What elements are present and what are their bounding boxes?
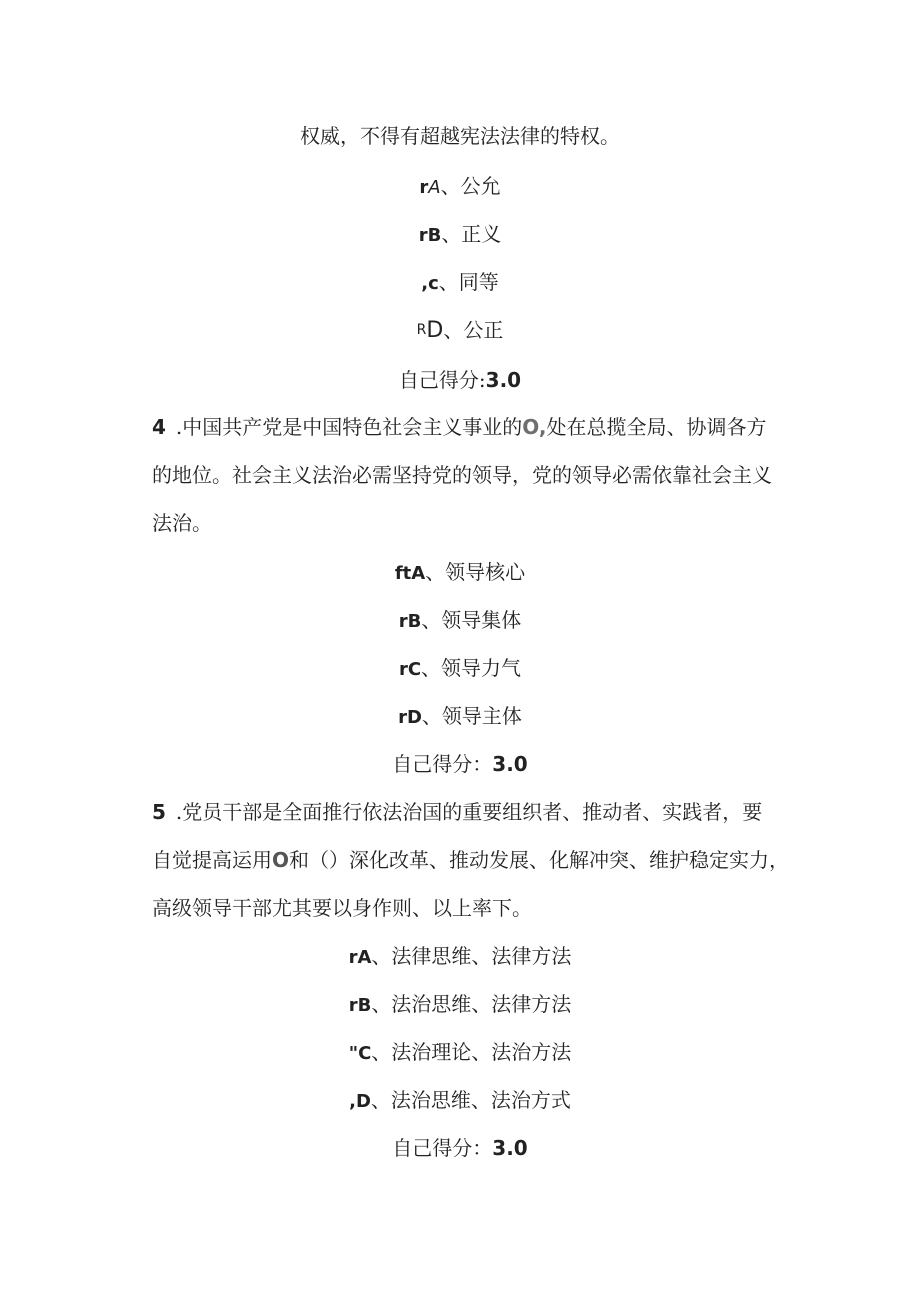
q4-option-c[interactable] bbox=[0, 654, 920, 684]
q3-option-d[interactable] bbox=[0, 316, 920, 345]
question-text: .党员干部是全面推行依法治国的重要组织者、推动者、实践者，要 bbox=[175, 800, 763, 824]
score-value: 3.0 bbox=[492, 752, 528, 776]
q4-option-a[interactable] bbox=[0, 558, 920, 588]
question-5-line-2 bbox=[152, 846, 792, 874]
question-text: 和（）深化改革、推动发展、化解冲突、维护稳定实力， bbox=[289, 848, 790, 872]
option-letter: B bbox=[357, 995, 372, 1016]
option-letter: B bbox=[407, 611, 422, 632]
option-marker: , bbox=[349, 1091, 356, 1112]
option-marker: R bbox=[416, 322, 427, 338]
q5-option-d[interactable] bbox=[0, 1086, 920, 1116]
score-label: 自己得分： bbox=[392, 1136, 493, 1160]
q5-option-a[interactable] bbox=[0, 942, 920, 972]
q3-score bbox=[0, 366, 920, 394]
q3-option-a[interactable] bbox=[0, 172, 920, 202]
q3-option-b[interactable] bbox=[0, 220, 920, 250]
option-letter: D bbox=[355, 1091, 371, 1112]
option-text: 、公正 bbox=[443, 318, 504, 342]
question-4-line-3: 法治。 bbox=[152, 511, 212, 535]
option-letter: A bbox=[357, 947, 372, 968]
option-text: 、法治思维、法治方式 bbox=[370, 1088, 571, 1112]
question-text: 自觉提高运用 bbox=[152, 848, 272, 872]
q5-option-b[interactable] bbox=[0, 990, 920, 1020]
option-letter: A bbox=[411, 563, 426, 584]
q4-score bbox=[0, 750, 920, 778]
option-marker: r bbox=[348, 995, 358, 1016]
option-marker: r bbox=[398, 611, 408, 632]
option-text: 、公允 bbox=[440, 174, 501, 198]
option-text: 、正义 bbox=[441, 222, 502, 246]
score-label: 自己得分: bbox=[398, 368, 486, 392]
question-4-line-1 bbox=[152, 413, 792, 441]
option-letter: C bbox=[358, 1043, 372, 1064]
option-marker: r bbox=[419, 177, 429, 198]
option-marker: r bbox=[398, 707, 407, 728]
option-letter: c bbox=[428, 273, 439, 294]
q4-option-d[interactable] bbox=[0, 702, 920, 732]
score-value: 3.0 bbox=[485, 368, 522, 392]
option-text: 、法律思维、法律方法 bbox=[371, 944, 572, 968]
option-text: 、领导核心 bbox=[425, 560, 526, 584]
question-4-line-2: 的地位。社会主义法治必需坚持党的领导，党的领导必需依靠社会主义 bbox=[152, 463, 772, 487]
option-text: 、领导力气 bbox=[421, 656, 522, 680]
option-text: 、领导集体 bbox=[421, 608, 522, 632]
option-letter: B bbox=[427, 225, 442, 246]
q5-option-c[interactable] bbox=[0, 1038, 920, 1068]
option-marker: r bbox=[348, 947, 358, 968]
option-letter: C bbox=[407, 659, 422, 680]
question-text: 处在总揽全局、协调各方 bbox=[546, 415, 767, 439]
q3-option-c[interactable] bbox=[0, 268, 920, 298]
blank-circle-icon: O bbox=[272, 848, 290, 872]
option-marker: ft bbox=[394, 563, 412, 584]
option-text: 、法治思维、法律方法 bbox=[371, 992, 572, 1016]
question-number: 5 bbox=[152, 800, 166, 824]
option-letter: D bbox=[406, 707, 422, 728]
q4-option-b[interactable] bbox=[0, 606, 920, 636]
option-letter: D bbox=[426, 318, 444, 343]
option-text: 、领导主体 bbox=[421, 704, 522, 728]
question-text: .中国共产党是中国特色社会主义事业的 bbox=[175, 415, 523, 439]
blank-circle-icon: O, bbox=[522, 415, 547, 439]
option-text: 、同等 bbox=[438, 270, 499, 294]
q5-score bbox=[0, 1134, 920, 1162]
question-3-tail: 权威，不得有超越宪法法律的特权。 bbox=[300, 124, 620, 148]
question-5-line-1 bbox=[152, 798, 792, 826]
option-text: 、法治理论、法治方法 bbox=[371, 1040, 572, 1064]
question-5-line-3: 高级领导干部尤其要以身作则、以上率下。 bbox=[152, 896, 532, 920]
question-number: 4 bbox=[152, 415, 166, 439]
score-label: 自己得分： bbox=[392, 752, 493, 776]
option-marker: r bbox=[398, 659, 408, 680]
option-marker: " bbox=[348, 1043, 359, 1064]
option-marker: r bbox=[418, 225, 428, 246]
score-value: 3.0 bbox=[492, 1136, 528, 1160]
option-marker: , bbox=[421, 273, 429, 294]
option-letter: A bbox=[428, 177, 441, 198]
